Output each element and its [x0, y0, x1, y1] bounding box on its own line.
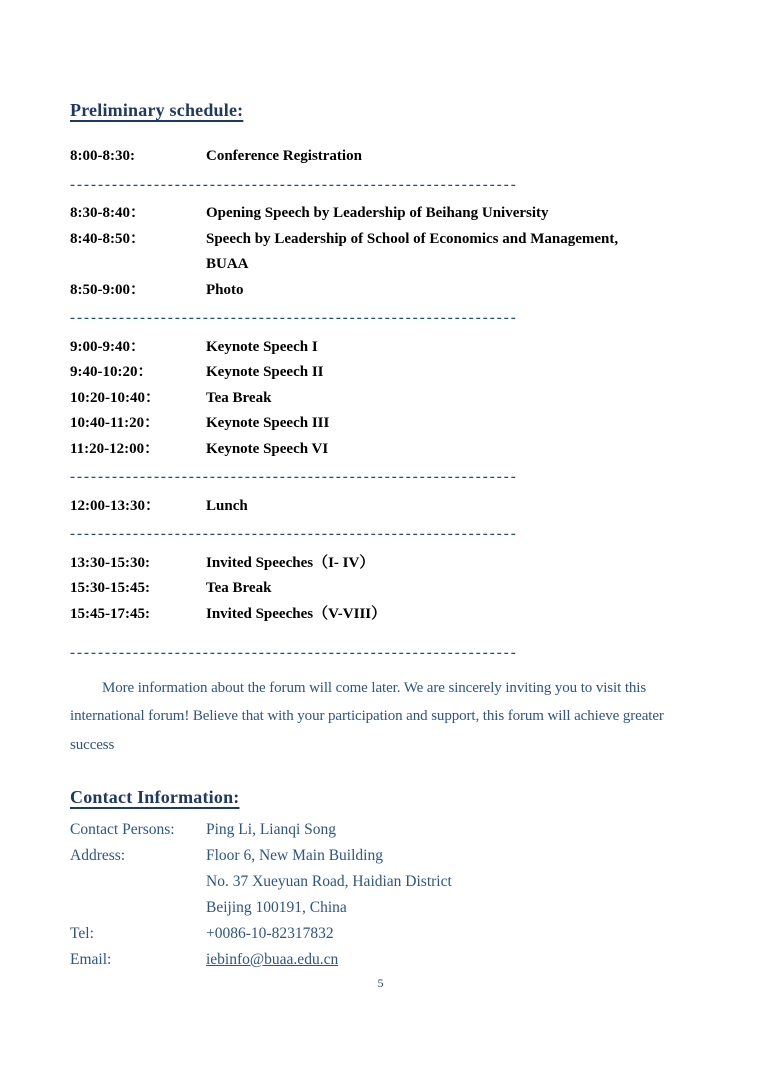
- contact-label: Email:: [70, 951, 112, 968]
- contact-row: [70, 869, 695, 895]
- schedule-row: [70, 360, 695, 386]
- schedule-description: Speech by Leadership of School of Economics and Management, BUAA: [206, 230, 619, 272]
- schedule-time: 10:20-10:40：: [70, 389, 160, 406]
- schedule-time: 15:45-17:45:: [70, 605, 150, 622]
- contact-row: [70, 843, 695, 869]
- schedule-time: 12:00-13:30：: [70, 497, 160, 514]
- schedule-row: [70, 411, 695, 437]
- schedule-time: 15:30-15:45:: [70, 580, 150, 596]
- contact-row: [70, 921, 695, 947]
- schedule-row: [70, 335, 695, 361]
- closing-paragraph: More information about the forum will come later. We are sincerely inviting you to visit this international forum! Believe that with your participation and support, this forum will achieve greater success: [70, 679, 664, 753]
- page-number: 5: [377, 976, 384, 990]
- schedule-description: Photo: [206, 281, 244, 298]
- schedule-row: [70, 386, 695, 412]
- schedule-time: 8:00-8:30:: [70, 148, 135, 164]
- preliminary-schedule-heading: Preliminary schedule:: [70, 100, 244, 120]
- schedule-time: 8:40-8:50：: [70, 230, 145, 247]
- schedule-row: [70, 551, 695, 577]
- separator-line: ----------------------------------------------------------------: [70, 469, 518, 485]
- contact-row: [70, 817, 695, 843]
- schedule-row: [70, 437, 695, 463]
- schedule-row: [70, 576, 695, 602]
- schedule-time: 8:50-9:00：: [70, 281, 145, 298]
- schedule-description: Keynote Speech II: [206, 364, 324, 380]
- schedule-row: [70, 494, 695, 520]
- schedule-row: [70, 602, 695, 628]
- schedule-row: [70, 144, 695, 170]
- schedule-description: Invited Speeches（I- IV）: [206, 554, 375, 571]
- schedule-time: 9:00-9:40：: [70, 338, 145, 355]
- schedule-description: Invited Speeches（V-VIII）: [206, 605, 387, 622]
- contact-rows: [70, 817, 695, 973]
- schedule-description: Keynote Speech VI: [206, 440, 329, 457]
- contact-value: No. 37 Xueyuan Road, Haidian District: [206, 873, 452, 890]
- schedule-description: Opening Speech by Leadership of Beihang University: [206, 205, 549, 221]
- contact-value: Ping Li, Lianqi Song: [206, 821, 337, 838]
- separator-line: ----------------------------------------------------------------: [70, 526, 518, 542]
- schedule-time: 10:40-11:20：: [70, 415, 160, 431]
- schedule-row: [70, 201, 695, 227]
- contact-value: Floor 6, New Main Building: [206, 847, 383, 864]
- schedule-description: Lunch: [206, 497, 248, 514]
- schedule-row: [70, 227, 695, 278]
- contact-row: [70, 947, 695, 973]
- schedule-time: 8:30-8:40：: [70, 205, 145, 221]
- contact-label: Address:: [70, 847, 126, 864]
- schedule-description: Conference Registration: [206, 148, 362, 164]
- contact-information-heading: Contact Information:: [70, 787, 240, 807]
- schedule-description: Tea Break: [206, 389, 272, 406]
- contact-value: +0086-10-82317832: [206, 925, 334, 942]
- schedule-time: 9:40-10:20：: [70, 364, 153, 380]
- schedule-time: 11:20-12:00：: [70, 440, 160, 457]
- contact-label: Tel:: [70, 925, 94, 942]
- schedule-list: [70, 144, 695, 667]
- contact-value: Beijing 100191, China: [206, 899, 347, 916]
- contact-label: Contact Persons:: [70, 821, 175, 838]
- separator-line: ----------------------------------------------------------------: [70, 645, 518, 661]
- email-link[interactable]: iebinfo@buaa.edu.cn: [206, 951, 339, 968]
- schedule-description: Keynote Speech I: [206, 338, 318, 355]
- separator-line: ----------------------------------------------------------------: [70, 176, 518, 193]
- schedule-description: Tea Break: [206, 580, 272, 596]
- contact-row: [70, 895, 695, 921]
- schedule-time: 13:30-15:30:: [70, 554, 150, 571]
- separator-line: ----------------------------------------------------------------: [70, 310, 518, 326]
- schedule-description: Keynote Speech III: [206, 415, 330, 431]
- schedule-row: [70, 278, 695, 304]
